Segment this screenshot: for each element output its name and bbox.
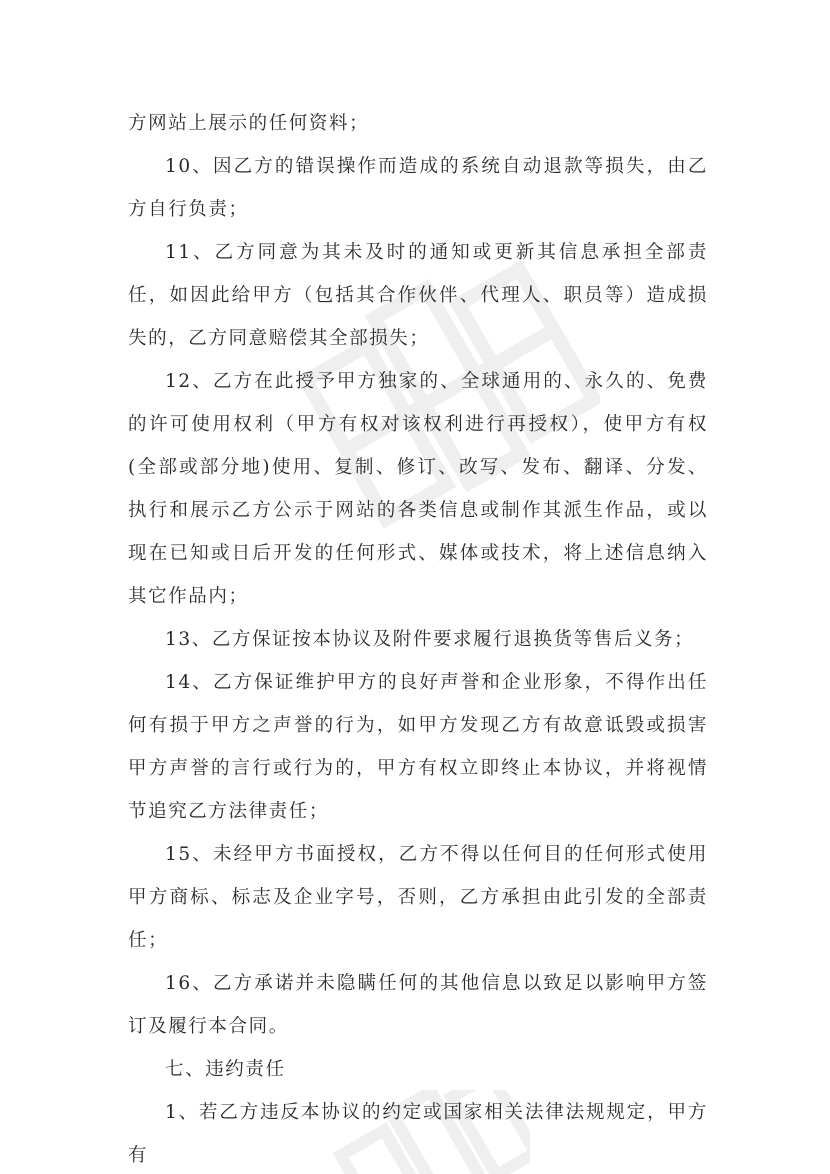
breach-clause-1: 1、若乙方违反本协议的约定或国家相关法律法规规定，甲方有	[128, 1102, 708, 1166]
clause-13: 13、乙方保证按本协议及附件要求履行退换货等售后义务；	[165, 629, 695, 650]
paragraph-continued: 方网站上展示的任何资料；	[128, 113, 370, 134]
clause-15: 15、未经甲方书面授权，乙方不得以任何目的任何形式使用甲方商标、标志及企业字号，否则，乙方承担由此引发的全部责任；	[128, 844, 708, 951]
clause-12: 12、乙方在此授予甲方独家的、全球通用的、永久的、免费的许可使用权利（甲方有权对该权利进行再授权），使甲方有权(全部或部分地)使用、复制、修订、改写、发布、翻译、分发、执行和展示乙方公示于网站的各类信息或制作其派生作品，或以现在已知或日后开发的任何形式、媒体或技术，将上述信息纳入其它作品内；	[128, 371, 708, 607]
clause-16: 16、乙方承诺并未隐瞒任何的其他信息以致足以影响甲方签订及履行本合同。	[128, 973, 708, 1037]
contract-body	[128, 102, 708, 1174]
clause-10: 10、因乙方的错误操作而造成的系统自动退款等损失，由乙方自行负责；	[128, 156, 708, 220]
clause-14: 14、乙方保证维护甲方的良好声誉和企业形象，不得作出任何有损于甲方之声誉的行为，如甲方发现乙方有故意诋毁或损害甲方声誉的言行或行为的，甲方有权立即终止本协议，并将视情节追究乙方法律责任；	[128, 672, 708, 822]
clause-11: 11、乙方同意为其未及时的通知或更新其信息承担全部责任，如因此给甲方（包括其合作伙伴、代理人、职员等）造成损失的，乙方同意赔偿其全部损失；	[128, 242, 708, 349]
section-heading-breach: 七、违约责任	[165, 1059, 286, 1080]
